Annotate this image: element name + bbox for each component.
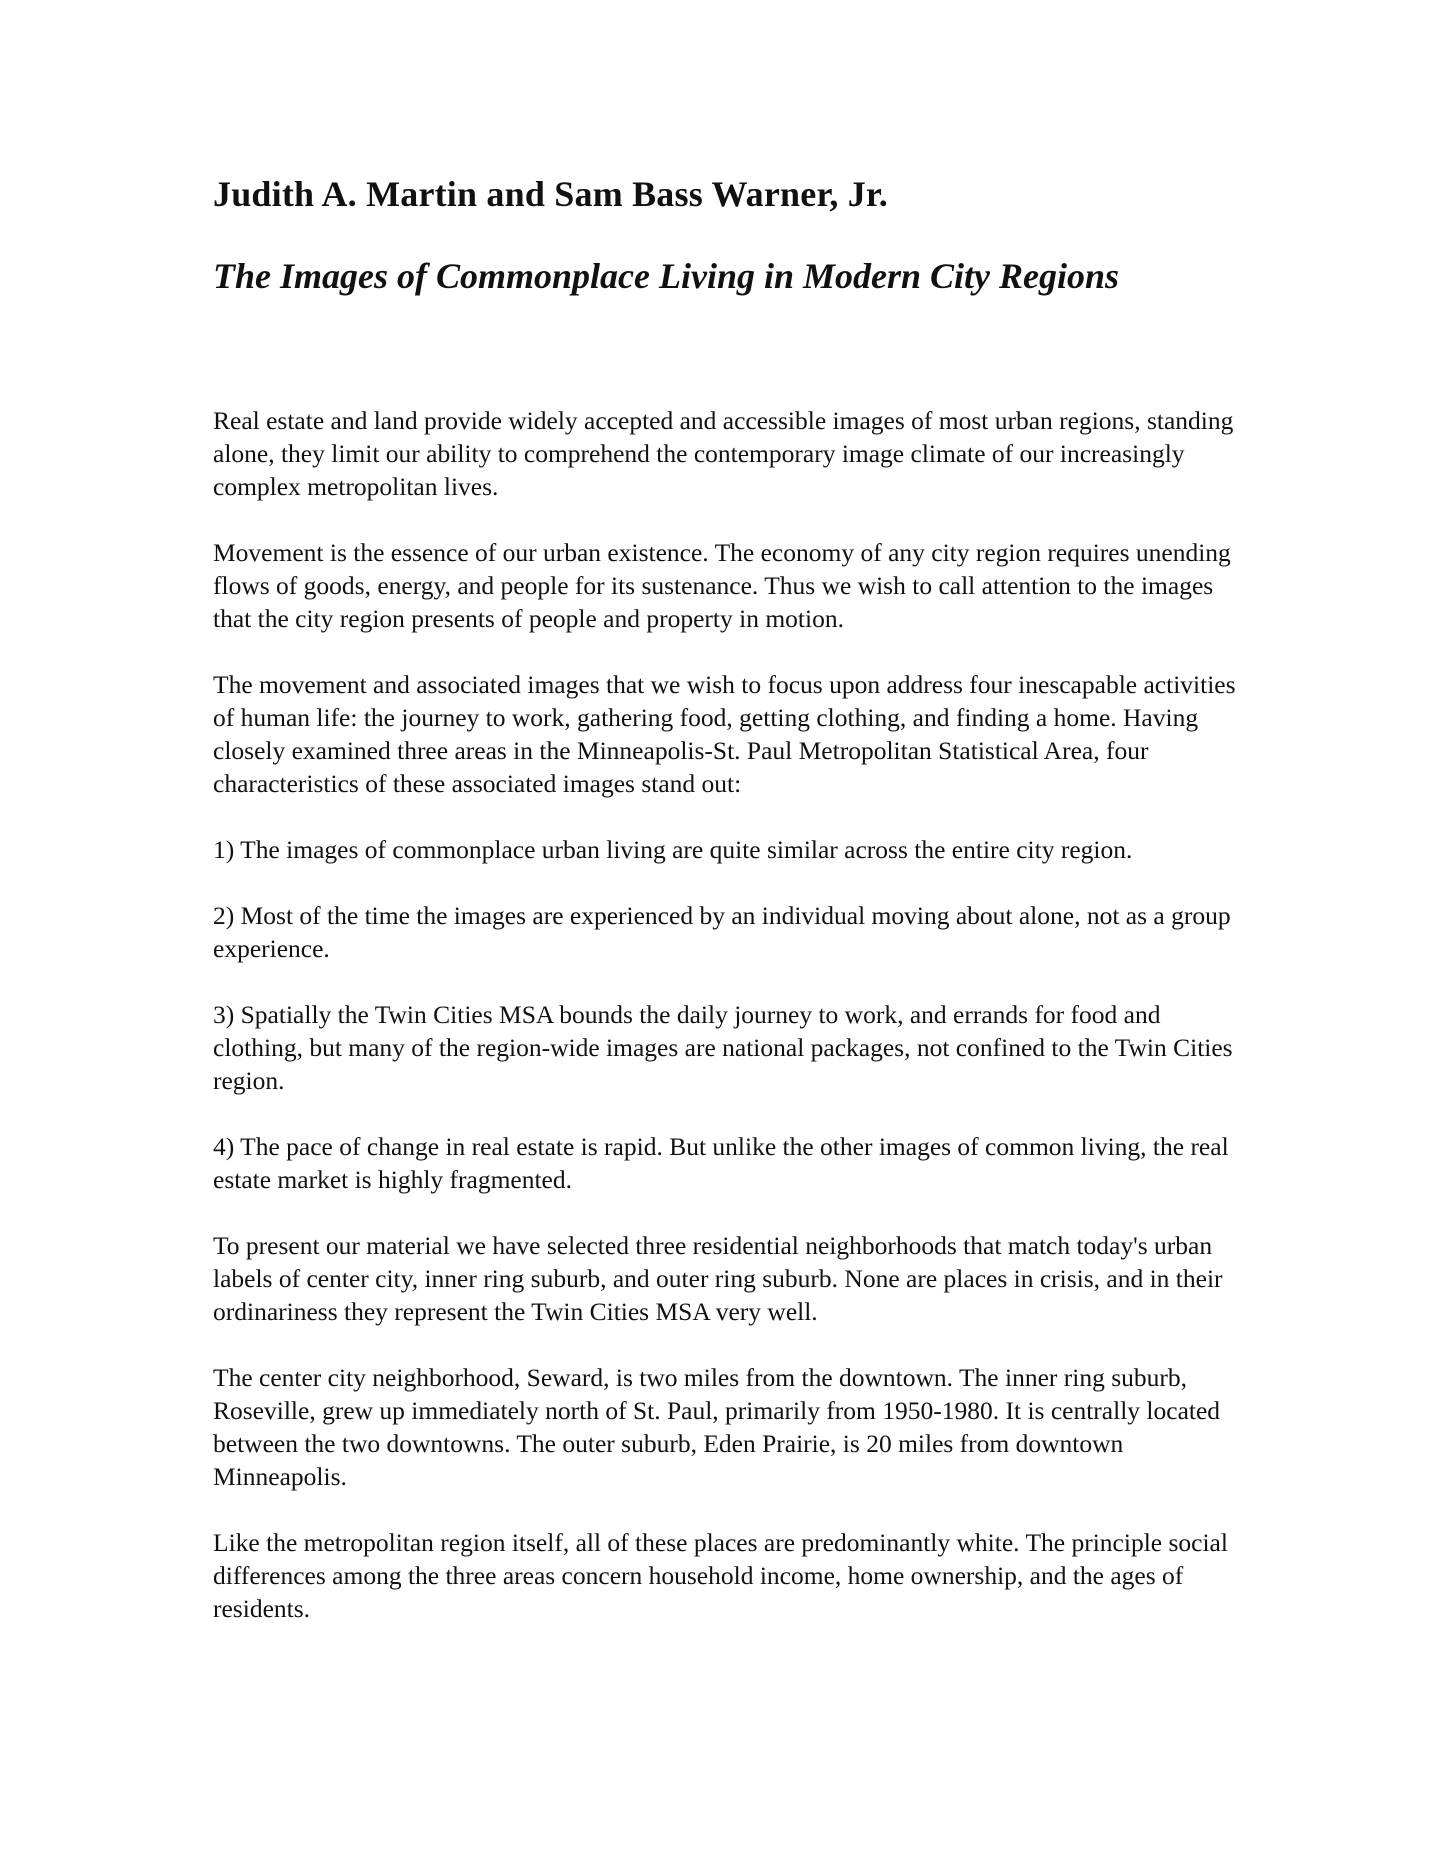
author-heading: Judith A. Martin and Sam Bass Warner, Jr. xyxy=(213,174,889,214)
paragraph-neighborhoods: To present our material we have selected three residential neighborhoods that match today's urban labels of center city, inner ring suburb, and outer ring suburb. None are places in crisis, and in their ordinariness they represent the Twin Cities MSA very well. xyxy=(213,1231,1223,1326)
paragraph-activities: The movement and associated images that we wish to focus upon address four inescapable activities of human life: the journey to work, gathering food, getting clothing, and finding a home. Having closely examined three areas in the Minneapolis-St. Paul Metropolitan Statistical Area, four characteristics of these associated images stand out: xyxy=(213,670,1236,798)
paragraph-point-2: 2) Most of the time the images are experienced by an individual moving about alone, not as a group experience. xyxy=(213,901,1231,963)
article-title: The Images of Commonplace Living in Modern City Regions xyxy=(213,256,1120,296)
paragraph-intro: Real estate and land provide widely accepted and accessible images of most urban regions, standing alone, they limit our ability to comprehend the contemporary image climate of our increasingly complex metropolitan lives. xyxy=(213,406,1234,501)
paragraph-point-1: 1) The images of commonplace urban living are quite similar across the entire city region. xyxy=(213,835,1133,864)
article-body xyxy=(213,404,1253,1625)
paragraph-locations: The center city neighborhood, Seward, is two miles from the downtown. The inner ring suburb, Roseville, grew up immediately north of St. Paul, primarily from 1950-1980. It is centrally located between the two downtowns. The outer suburb, Eden Prairie, is 20 miles from downtown Minneapolis. xyxy=(213,1363,1221,1491)
paragraph-movement: Movement is the essence of our urban existence. The economy of any city region requires unending flows of goods, energy, and people for its sustenance. Thus we wish to call attention to the images that the city region presents of people and property in motion. xyxy=(213,538,1231,633)
paragraph-point-3: 3) Spatially the Twin Cities MSA bounds the daily journey to work, and errands for food and clothing, but many of the region-wide images are national packages, not confined to the Twin Cities region. xyxy=(213,1000,1233,1095)
document-page xyxy=(213,172,1253,1658)
paragraph-point-4: 4) The pace of change in real estate is rapid. But unlike the other images of common living, the real estate market is highly fragmented. xyxy=(213,1132,1229,1194)
paragraph-demographics: Like the metropolitan region itself, all of these places are predominantly white. The principle social differences among the three areas concern household income, home ownership, and the ages of residents. xyxy=(213,1528,1228,1623)
